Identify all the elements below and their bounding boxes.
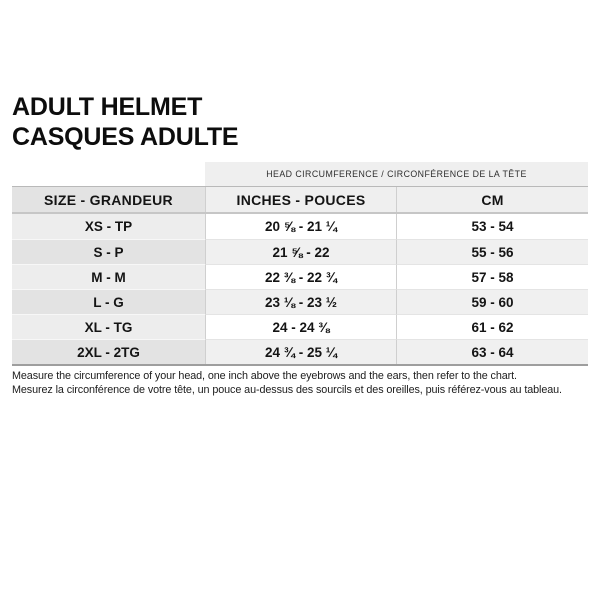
- size-cell: S - P: [12, 239, 205, 264]
- head-circumference-band: [205, 162, 588, 186]
- instruction-english: Measure the circumference of your head, one inch above the eyebrows and the ears, then refer to the chart.: [12, 370, 517, 382]
- inches-cell: 21 ⅝ - 22: [205, 239, 396, 264]
- title-french: CASQUES ADULTE: [12, 123, 239, 151]
- inches-cell: 22 ⅜ - 22 ¾: [205, 264, 396, 289]
- inches-cell: 20 ⅝ - 21 ¼: [205, 214, 396, 239]
- size-table: [12, 186, 588, 366]
- size-cell: L - G: [12, 289, 205, 314]
- table-row-2xl: [12, 339, 588, 364]
- size-cell: XS - TP: [12, 214, 205, 239]
- column-header-inches: INCHES - POUCES: [205, 187, 396, 212]
- inches-cell: 23 ⅛ - 23 ½: [205, 289, 396, 314]
- table-row-l: [12, 289, 588, 314]
- head-circumference-label: HEAD CIRCUMFERENCE / CIRCONFÉRENCE DE LA TÊTE: [266, 169, 527, 179]
- table-row-s: [12, 239, 588, 264]
- size-cell: XL - TG: [12, 314, 205, 339]
- title-english: ADULT HELMET: [12, 93, 203, 121]
- table-row-m: [12, 264, 588, 289]
- column-header-cm: CM: [396, 187, 588, 212]
- cm-cell: 59 - 60: [396, 289, 588, 314]
- size-cell: 2XL - 2TG: [12, 339, 205, 364]
- cm-cell: 63 - 64: [396, 339, 588, 364]
- cm-cell: 55 - 56: [396, 239, 588, 264]
- measurement-instructions: [12, 370, 594, 397]
- cm-cell: 53 - 54: [396, 214, 588, 239]
- cm-cell: 61 - 62: [396, 314, 588, 339]
- page-title: [12, 92, 238, 152]
- table-row-xs: [12, 214, 588, 239]
- instruction-french: Mesurez la circonférence de votre tête, un pouce au-dessus des sourcils et des oreilles, puis référez-vous au tableau.: [12, 383, 562, 396]
- table-row-xl: [12, 314, 588, 339]
- table-header-row: [12, 187, 588, 214]
- size-cell: M - M: [12, 264, 205, 289]
- cm-cell: 57 - 58: [396, 264, 588, 289]
- inches-cell: 24 - 24 ⅜: [205, 314, 396, 339]
- inches-cell: 24 ¾ - 25 ¼: [205, 339, 396, 364]
- column-header-size: SIZE - GRANDEUR: [12, 187, 205, 212]
